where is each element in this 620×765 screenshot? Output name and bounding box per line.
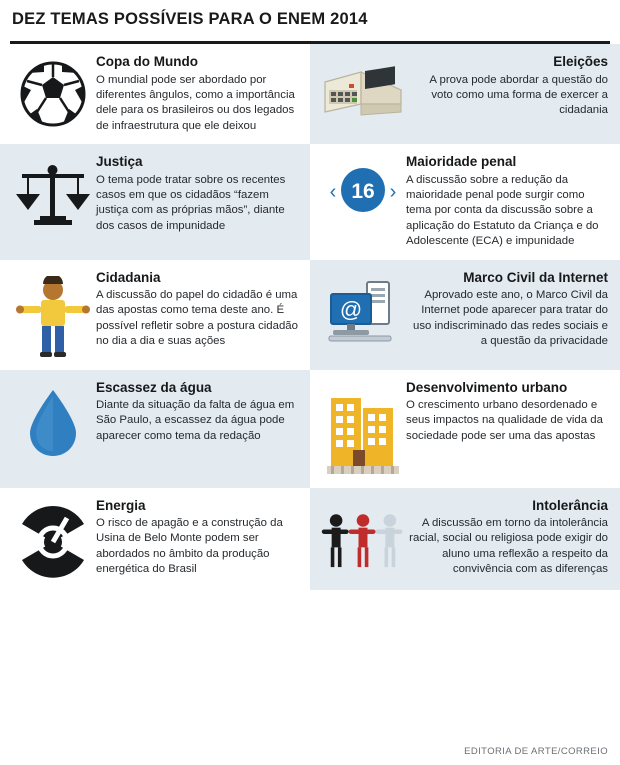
topic-card-intolerancia — [310, 488, 620, 590]
topic-text-block — [96, 380, 298, 445]
radiation-symbol-icon — [10, 498, 96, 580]
topic-title: Escassez da água — [96, 379, 212, 395]
topic-text-block — [96, 154, 298, 234]
topic-description: O tema pode tratar sobre os recentes casos em que os cidadãos “fazem justiça com as próprias mãos”, diante dos casos de impunidade — [96, 173, 286, 232]
topic-title: Intolerância — [532, 497, 608, 513]
topic-title: Marco Civil da Internet — [463, 269, 608, 285]
topic-text-block — [406, 498, 608, 578]
topic-text-block — [96, 498, 298, 578]
topic-description: Diante da situação da falta de água em São Paulo, a escassez da água pode aparecer como tema da redação — [96, 399, 295, 442]
topic-text-block — [406, 380, 608, 445]
topic-title: Desenvolvimento urbano — [406, 379, 568, 395]
water-drop-icon — [10, 380, 96, 462]
topic-title: Justiça — [96, 154, 143, 170]
topic-description: A discussão do papel do cidadão é uma das apostas como tema deste ano. É possível refletir sobre a postura cidadão no dia a dia e suas ações — [96, 289, 298, 348]
soccer-ball-icon — [10, 54, 96, 128]
topic-card-cidadania — [0, 260, 310, 370]
computer-at-sign-icon — [320, 270, 406, 346]
topic-description: Aprovado este ano, o Marco Civil da Internet pode aparecer para tratar do uso indiscriminado das redes sociais e a questão da privacidade — [412, 289, 608, 348]
topic-text-block — [406, 270, 608, 350]
page-title: DEZ TEMAS POSSÍVEIS PARA O ENEM 2014 — [12, 10, 368, 28]
svg-text:‹: ‹ — [329, 181, 337, 204]
citizen-person-icon — [10, 270, 96, 360]
three-people-chain-icon — [320, 498, 406, 580]
topic-description: A prova pode abordar a questão do voto como uma forma de exercer a cidadania — [429, 73, 608, 117]
topics-grid — [0, 44, 620, 590]
topic-description: O crescimento urbano desordenado e seus impactos na qualidade de vida da sociedade pode ser uma das apostas — [406, 399, 603, 442]
voting-machine-icon — [320, 54, 406, 130]
scales-of-justice-icon — [10, 154, 96, 236]
topic-title: Copa do Mundo — [96, 54, 198, 69]
topic-title: Eleições — [553, 54, 608, 69]
svg-text:16: 16 — [351, 180, 375, 204]
topic-card-marco-civil — [310, 260, 620, 370]
topic-text-block — [96, 54, 298, 134]
topic-title: Energia — [96, 497, 146, 513]
svg-text:›: › — [389, 181, 397, 204]
topic-card-maioridade-penal — [310, 144, 620, 259]
topic-text-block — [406, 54, 608, 119]
topic-card-escassez-da-agua — [0, 370, 310, 488]
city-buildings-icon — [320, 380, 406, 478]
topic-card-energia — [0, 488, 310, 590]
topic-description: O mundial pode ser abordado por diferentes ângulos, como a importância dele para os brasileiros ou dos legados de infraestrutura que ele deixou — [96, 73, 295, 132]
topic-description: A discussão sobre a redução da maioridade penal pode surgir como tema por conta da discussão sobre a aplicação do Estatuto da Criança e do Adolescente (ECA) e impunidade — [406, 173, 599, 248]
credit-line: EDITORIA DE ARTE/CORREIO — [464, 746, 608, 757]
svg-text:@: @ — [339, 296, 363, 322]
page-header — [0, 0, 620, 37]
topic-title: Cidadania — [96, 269, 161, 285]
topic-card-desenvolvimento-urbano — [310, 370, 620, 488]
topic-title: Maioridade penal — [406, 154, 517, 170]
topic-card-justica — [0, 144, 310, 259]
topic-card-eleicoes — [310, 44, 620, 144]
age-sixteen-badge-icon — [320, 154, 406, 220]
topic-description: A discussão em torno da intolerância racial, social ou religiosa pode exigir do aluno uma reflexão a respeito da convivência com as diferenças — [409, 517, 608, 576]
topic-text-block — [406, 154, 608, 249]
topic-text-block — [96, 270, 298, 350]
topic-card-copa-do-mundo — [0, 44, 310, 144]
topic-description: O risco de apagão e a construção da Usina de Belo Monte podem ser abordados no âmbito da produção energética do Brasil — [96, 517, 283, 576]
